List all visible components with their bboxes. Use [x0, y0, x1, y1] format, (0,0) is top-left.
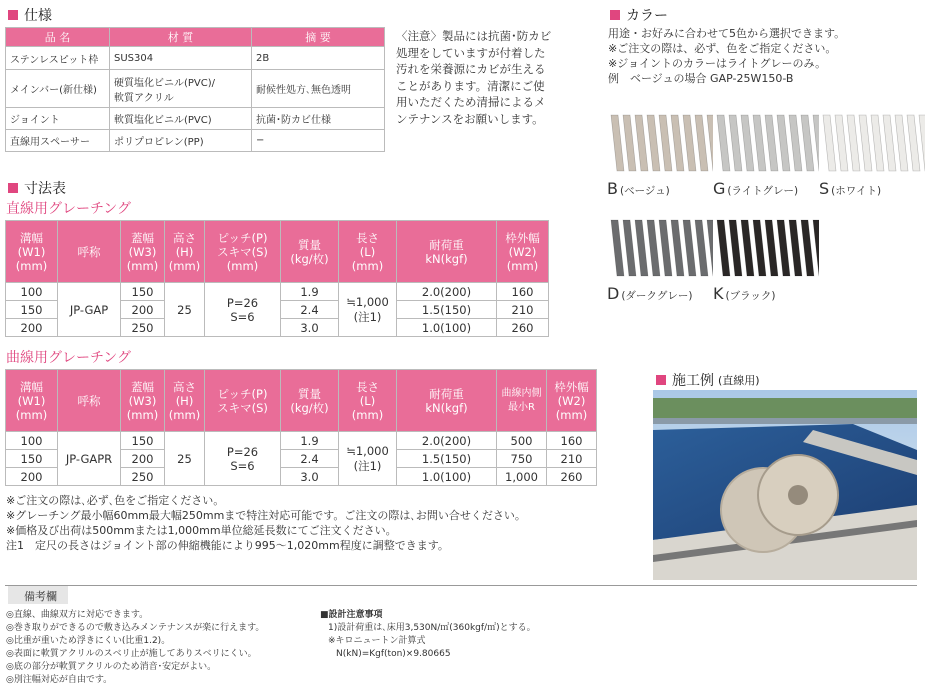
remarks-divider — [5, 585, 917, 586]
swatch-darkgray — [607, 216, 713, 303]
spec-header: 材 質 — [110, 28, 252, 47]
dim-cell: 100 — [6, 283, 58, 301]
dim-cell: 150 — [6, 450, 58, 468]
dim-header: 溝幅 (W1) (mm) — [6, 370, 58, 432]
swatch-name: (ホワイト) — [831, 185, 882, 197]
dimension-section-title: 寸法表 — [8, 178, 66, 198]
dim-cell: 1.5(150) — [397, 450, 497, 468]
remark-line: ◎比重が重いため浮きにくい(比重1.2)。 — [6, 636, 171, 646]
spec-header: 品 名 — [6, 28, 110, 47]
dim-cell: 160 — [547, 432, 597, 450]
spec-section-title: 仕様 — [8, 5, 52, 25]
dim-cell: 250 — [121, 468, 165, 486]
construction-section-title: 施工例 (直線用) — [656, 370, 760, 390]
grating-sample-black-icon — [713, 216, 819, 281]
curved-dimension-table — [5, 369, 597, 486]
remarks-title: 備考欄 — [8, 586, 68, 604]
note-line: 注1 定尺の長さはジョイント部の伸縮機能により995〜1,020mm程度に調整できます。 — [6, 539, 449, 552]
dim-cell: 25 — [165, 432, 205, 486]
note-line: ※グレーチング最小幅60mm最大幅250mmまで特注対応可能です。ご注文の際は､お問い合せください。 — [6, 509, 526, 522]
spec-cell: 直線用スペーサー — [6, 130, 110, 152]
dim-cell: 2.4 — [281, 301, 339, 319]
remarks-left — [6, 609, 306, 687]
dim-cell: 1.9 — [281, 283, 339, 301]
dim-header: 溝幅 (W1) (mm) — [6, 221, 58, 283]
swatch-lightgray — [713, 111, 819, 198]
dim-header: 質量 (kg/枚) — [281, 370, 339, 432]
dim-cell: 200 — [121, 301, 165, 319]
curved-subtitle: 曲線用グレーチング — [6, 350, 132, 366]
dim-header: 呼称 — [58, 221, 121, 283]
dim-header: 耐荷重 kN(kgf) — [397, 221, 497, 283]
swatch-code: K — [713, 284, 724, 303]
remark-line: ◎別注幅対応が自由です。 — [6, 675, 113, 685]
dim-cell: 3.0 — [281, 319, 339, 337]
dim-cell: JP-GAPR — [58, 432, 121, 486]
dim-header: 高さ (H) (mm) — [165, 370, 205, 432]
color-line: ※ジョイントのカラーはライトグレーのみ。 — [608, 57, 827, 70]
dim-cell: 200 — [6, 468, 58, 486]
dim-header: 長さ (L) (mm) — [339, 221, 397, 283]
dim-cell: 3.0 — [281, 468, 339, 486]
swatch-code: D — [607, 284, 620, 303]
swatch-black — [713, 216, 819, 303]
straight-dimension-table — [5, 220, 549, 337]
grating-sample-beige-icon — [607, 111, 713, 176]
dim-cell: 200 — [6, 319, 58, 337]
spec-cell: ジョイント — [6, 108, 110, 130]
dim-cell: 1.0(100) — [397, 319, 497, 337]
swatch-name: (ダークグレー) — [621, 290, 693, 302]
dim-cell: 260 — [547, 468, 597, 486]
note-line: ※価格及び出荷は500mmまたは1,000mm単位総延長数にてご注文ください。 — [6, 524, 397, 537]
spec-cell: − — [252, 130, 385, 152]
caution-note: 〈注意〉製品には抗菌･防カビ処理をしていますが付着した汚れを栄養源にカビが生えることがあります。清潔にご使用いただくため清掃によるメンテナンスをお願いします。 — [396, 29, 552, 126]
swatch-beige — [607, 111, 713, 198]
dim-header: 曲線内側 最小R — [497, 370, 547, 432]
remark-line: ◎直線、曲線双方に対応できます。 — [6, 610, 149, 620]
dim-cell: 210 — [497, 301, 549, 319]
remark-line: ◎巻き取りができるので敷き込みメンテナンスが楽に行えます。 — [6, 623, 265, 633]
swatch-code: B — [607, 179, 618, 198]
spec-cell: メインバー(新仕様) — [6, 70, 110, 108]
straight-subtitle: 直線用グレーチング — [6, 201, 132, 217]
remark-line: ※キロニュートン計算式 — [328, 636, 426, 646]
section-marker — [8, 183, 18, 193]
swatch-name: (ブラック) — [725, 290, 776, 302]
remark-heading: ■設計注意事項 — [320, 610, 383, 620]
grating-sample-darkgray-icon — [607, 216, 713, 281]
spec-cell: 耐候性処方､無色透明 — [252, 70, 385, 108]
dim-cell: 160 — [497, 283, 549, 301]
dim-header: 枠外幅 (W2) (mm) — [497, 221, 549, 283]
grating-sample-white-icon — [819, 111, 925, 176]
remark-line: N(kN)=Kgf(ton)×9.80665 — [336, 649, 451, 659]
spec-table — [5, 27, 385, 152]
dim-cell: 1.0(100) — [397, 468, 497, 486]
color-description — [608, 26, 918, 86]
dim-cell: P=26 S=6 — [205, 432, 281, 486]
dim-cell: 250 — [121, 319, 165, 337]
dim-cell: ≒1,000 (注1) — [339, 432, 397, 486]
dim-cell: P=26 S=6 — [205, 283, 281, 337]
spec-cell: 抗菌･防カビ仕様 — [252, 108, 385, 130]
dim-header: 蓋幅 (W3) (mm) — [121, 370, 165, 432]
dim-cell: 1.9 — [281, 432, 339, 450]
grating-sample-lightgray-icon — [713, 111, 819, 176]
remark-line: ◎底の部分が軟質アクリルのため消音･安定がよい。 — [6, 662, 217, 672]
color-line: 用途・お好みに合わせて5色から選択できます。 — [608, 27, 846, 40]
dim-cell: 2.0(200) — [397, 432, 497, 450]
color-section-title: カラー — [610, 5, 668, 25]
swatch-code: G — [713, 179, 726, 198]
spec-cell: ポリプロピレン(PP) — [110, 130, 252, 152]
spec-cell: 2B — [252, 47, 385, 70]
dim-cell: 150 — [121, 432, 165, 450]
swatch-name: (ライトグレー) — [727, 185, 799, 197]
section-marker — [610, 10, 620, 20]
dim-header: ピッチ(P) スキマ(S) — [205, 370, 281, 432]
dim-cell: JP-GAP — [58, 283, 121, 337]
dim-cell: 750 — [497, 450, 547, 468]
remark-line: ◎表面に軟質アクリルのスベリ止が施してありスベリにくい。 — [6, 649, 257, 659]
dim-cell: 500 — [497, 432, 547, 450]
dim-cell: 2.0(200) — [397, 283, 497, 301]
dim-header: 高さ (H) (mm) — [165, 221, 205, 283]
dimension-notes — [6, 493, 606, 553]
dim-cell: 150 — [121, 283, 165, 301]
note-line: ※ご注文の際は､必ず､色をご指定ください。 — [6, 494, 225, 507]
color-line: 例 ベージュの場合 GAP-25W150-B — [608, 72, 794, 85]
swatch-white — [819, 111, 925, 198]
section-marker — [8, 10, 18, 20]
dim-cell: ≒1,000 (注1) — [339, 283, 397, 337]
spec-cell: SUS304 — [110, 47, 252, 70]
swatch-name: (ベージュ) — [619, 185, 670, 197]
spec-cell: ステンレスピット枠 — [6, 47, 110, 70]
spec-header: 摘 要 — [252, 28, 385, 47]
color-line: ※ご注文の際は、必ず、色をご指定ください。 — [608, 42, 837, 55]
spec-cell: 硬質塩化ビニル(PVC)/ 軟質アクリル — [110, 70, 252, 108]
dim-cell: 210 — [547, 450, 597, 468]
dim-header: 耐荷重 kN(kgf) — [397, 370, 497, 432]
swatch-code: S — [819, 179, 830, 198]
dim-cell: 260 — [497, 319, 549, 337]
dim-cell: 25 — [165, 283, 205, 337]
dim-cell: 1.5(150) — [397, 301, 497, 319]
remark-line: 1)設計荷重は､床用3,530N/㎡(360kgf/㎡)とする。 — [328, 623, 536, 633]
dim-header: 枠外幅 (W2) (mm) — [547, 370, 597, 432]
dim-cell: 1,000 — [497, 468, 547, 486]
section-marker — [656, 375, 666, 385]
dim-header: 呼称 — [58, 370, 121, 432]
dim-header: 質量 (kg/枚) — [281, 221, 339, 283]
remarks-right — [320, 609, 640, 661]
spec-cell: 軟質塩化ビニル(PVC) — [110, 108, 252, 130]
dim-header: 蓋幅 (W3) (mm) — [121, 221, 165, 283]
dim-header: 長さ (L) (mm) — [339, 370, 397, 432]
dim-cell: 150 — [6, 301, 58, 319]
dim-cell: 2.4 — [281, 450, 339, 468]
construction-photo — [653, 390, 917, 580]
dim-cell: 200 — [121, 450, 165, 468]
dim-cell: 100 — [6, 432, 58, 450]
dim-header: ピッチ(P) スキマ(S) (mm) — [205, 221, 281, 283]
